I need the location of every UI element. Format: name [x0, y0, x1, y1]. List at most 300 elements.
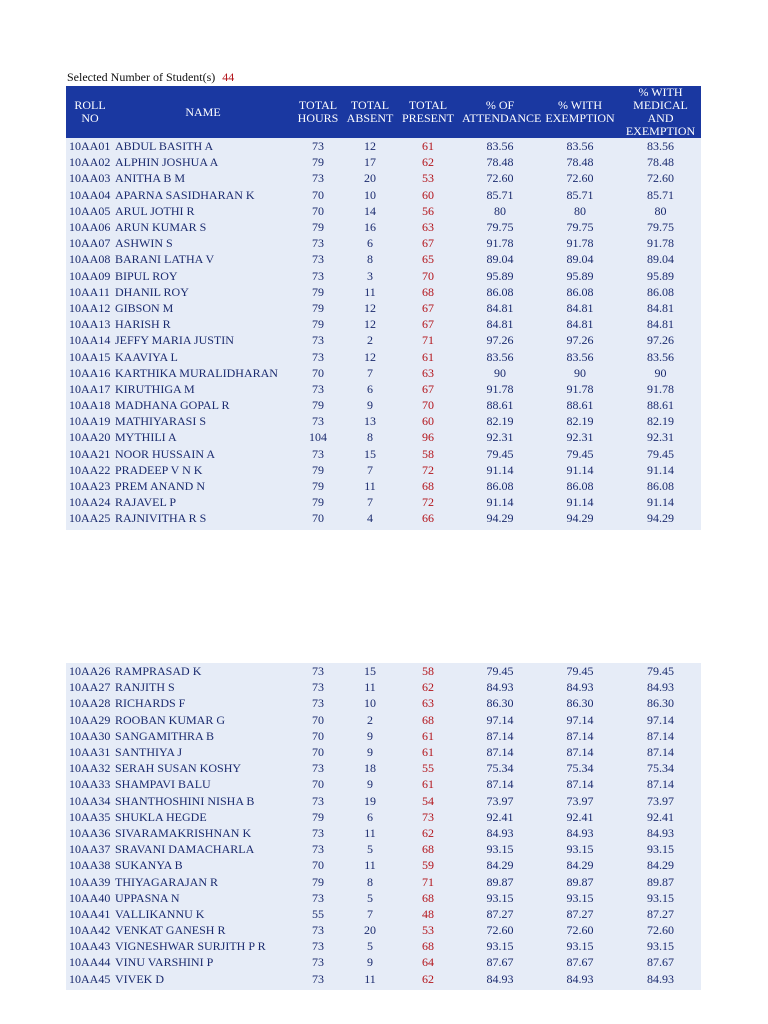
- roll-no-cell: 10AA29: [66, 712, 114, 728]
- roll-no-cell: 10AA03: [66, 170, 114, 186]
- roll-no-cell: 10AA27: [66, 679, 114, 695]
- name-cell: RAJNIVITHA R S: [114, 510, 292, 529]
- total-present-cell: 62: [396, 825, 460, 841]
- header-percent-attendance: % OF ATTENDANCE: [460, 86, 540, 138]
- name-cell: UPPASNA N: [114, 890, 292, 906]
- table-row: [66, 429, 701, 445]
- medical-exemption-percent-cell: 78.48: [620, 154, 701, 170]
- exemption-percent-cell: 79.45: [540, 446, 620, 462]
- total-absent-cell: 8: [344, 251, 396, 267]
- name-cell: SHANTHOSHINI NISHA B: [114, 793, 292, 809]
- total-hours-cell: 79: [292, 316, 344, 332]
- attendance-percent-cell: 87.14: [460, 776, 540, 792]
- selected-label: Selected Number of Student(s): [67, 70, 216, 84]
- roll-no-cell: 10AA16: [66, 365, 114, 381]
- total-absent-cell: 7: [344, 462, 396, 478]
- table-row: [66, 462, 701, 478]
- exemption-percent-cell: 86.08: [540, 478, 620, 494]
- name-cell: JEFFY MARIA JUSTIN: [114, 332, 292, 348]
- medical-exemption-percent-cell: 84.93: [620, 679, 701, 695]
- total-hours-cell: 79: [292, 219, 344, 235]
- attendance-percent-cell: 84.93: [460, 825, 540, 841]
- medical-exemption-percent-cell: 79.45: [620, 663, 701, 679]
- roll-no-cell: 10AA13: [66, 316, 114, 332]
- exemption-percent-cell: 93.15: [540, 938, 620, 954]
- total-hours-cell: 73: [292, 268, 344, 284]
- attendance-percent-cell: 97.14: [460, 712, 540, 728]
- table-row: [66, 841, 701, 857]
- total-absent-cell: 6: [344, 235, 396, 251]
- exemption-percent-cell: 78.48: [540, 154, 620, 170]
- medical-exemption-percent-cell: 97.14: [620, 712, 701, 728]
- attendance-percent-cell: 87.14: [460, 744, 540, 760]
- total-present-cell: 53: [396, 922, 460, 938]
- exemption-percent-cell: 84.81: [540, 300, 620, 316]
- attendance-percent-cell: 84.93: [460, 971, 540, 990]
- table-row: [66, 954, 701, 970]
- total-present-cell: 63: [396, 365, 460, 381]
- roll-no-cell: 10AA34: [66, 793, 114, 809]
- total-hours-cell: 73: [292, 332, 344, 348]
- exemption-percent-cell: 87.14: [540, 744, 620, 760]
- total-hours-cell: 73: [292, 825, 344, 841]
- total-absent-cell: 9: [344, 744, 396, 760]
- roll-no-cell: 10AA11: [66, 284, 114, 300]
- medical-exemption-percent-cell: 91.78: [620, 381, 701, 397]
- roll-no-cell: 10AA41: [66, 906, 114, 922]
- exemption-percent-cell: 84.29: [540, 857, 620, 873]
- total-absent-cell: 2: [344, 332, 396, 348]
- roll-no-cell: 10AA06: [66, 219, 114, 235]
- total-hours-cell: 79: [292, 809, 344, 825]
- medical-exemption-percent-cell: 92.41: [620, 809, 701, 825]
- total-absent-cell: 8: [344, 873, 396, 889]
- medical-exemption-percent-cell: 88.61: [620, 397, 701, 413]
- medical-exemption-percent-cell: 94.29: [620, 510, 701, 529]
- name-cell: KAAVIYA L: [114, 348, 292, 364]
- total-absent-cell: 16: [344, 219, 396, 235]
- total-absent-cell: 12: [344, 348, 396, 364]
- total-absent-cell: 11: [344, 857, 396, 873]
- total-hours-cell: 70: [292, 510, 344, 529]
- table-row: [66, 316, 701, 332]
- table-row: [66, 154, 701, 170]
- table-row: [66, 809, 701, 825]
- table-row: [66, 284, 701, 300]
- total-hours-cell: 70: [292, 728, 344, 744]
- name-cell: GIBSON M: [114, 300, 292, 316]
- total-absent-cell: 9: [344, 728, 396, 744]
- total-absent-cell: 9: [344, 776, 396, 792]
- total-present-cell: 96: [396, 429, 460, 445]
- total-hours-cell: 73: [292, 841, 344, 857]
- table-row: [66, 251, 701, 267]
- selected-count: 44: [222, 70, 235, 84]
- exemption-percent-cell: 91.14: [540, 462, 620, 478]
- exemption-percent-cell: 84.81: [540, 316, 620, 332]
- total-present-cell: 72: [396, 462, 460, 478]
- name-cell: SRAVANI DAMACHARLA: [114, 841, 292, 857]
- name-cell: ASHWIN S: [114, 235, 292, 251]
- total-absent-cell: 10: [344, 187, 396, 203]
- medical-exemption-percent-cell: 75.34: [620, 760, 701, 776]
- total-present-cell: 68: [396, 938, 460, 954]
- medical-exemption-percent-cell: 93.15: [620, 890, 701, 906]
- table-row: [66, 348, 701, 364]
- name-cell: ARUL JOTHI R: [114, 203, 292, 219]
- total-hours-cell: 55: [292, 906, 344, 922]
- attendance-percent-cell: 83.56: [460, 138, 540, 154]
- table-row: [66, 679, 701, 695]
- table-row: [66, 825, 701, 841]
- medical-exemption-percent-cell: 91.78: [620, 235, 701, 251]
- attendance-percent-cell: 90: [460, 365, 540, 381]
- total-absent-cell: 3: [344, 268, 396, 284]
- header-name: NAME: [114, 86, 292, 138]
- attendance-percent-cell: 86.08: [460, 478, 540, 494]
- exemption-percent-cell: 83.56: [540, 138, 620, 154]
- roll-no-cell: 10AA15: [66, 348, 114, 364]
- attendance-percent-cell: 73.97: [460, 793, 540, 809]
- total-present-cell: 70: [396, 268, 460, 284]
- total-absent-cell: 6: [344, 381, 396, 397]
- table-row: [66, 187, 701, 203]
- attendance-percent-cell: 79.45: [460, 663, 540, 679]
- exemption-percent-cell: 83.56: [540, 348, 620, 364]
- total-absent-cell: 9: [344, 397, 396, 413]
- medical-exemption-percent-cell: 72.60: [620, 170, 701, 186]
- roll-no-cell: 10AA04: [66, 187, 114, 203]
- attendance-percent-cell: 84.29: [460, 857, 540, 873]
- exemption-percent-cell: 87.67: [540, 954, 620, 970]
- table-row: [66, 397, 701, 413]
- total-present-cell: 71: [396, 332, 460, 348]
- exemption-percent-cell: 85.71: [540, 187, 620, 203]
- total-hours-cell: 73: [292, 971, 344, 990]
- roll-no-cell: 10AA26: [66, 663, 114, 679]
- exemption-percent-cell: 97.26: [540, 332, 620, 348]
- total-hours-cell: 73: [292, 760, 344, 776]
- table-row: [66, 760, 701, 776]
- header-percent-with-exemption: % WITH EXEMPTION: [540, 86, 620, 138]
- total-present-cell: 68: [396, 284, 460, 300]
- total-hours-cell: 70: [292, 776, 344, 792]
- total-absent-cell: 20: [344, 922, 396, 938]
- table-body-page-2: [66, 663, 701, 990]
- name-cell: SHUKLA HEGDE: [114, 809, 292, 825]
- total-absent-cell: 5: [344, 841, 396, 857]
- total-present-cell: 67: [396, 381, 460, 397]
- total-present-cell: 60: [396, 413, 460, 429]
- total-hours-cell: 73: [292, 138, 344, 154]
- total-absent-cell: 18: [344, 760, 396, 776]
- attendance-percent-cell: 87.14: [460, 728, 540, 744]
- roll-no-cell: 10AA33: [66, 776, 114, 792]
- total-hours-cell: 79: [292, 462, 344, 478]
- total-present-cell: 70: [396, 397, 460, 413]
- total-absent-cell: 11: [344, 284, 396, 300]
- total-hours-cell: 73: [292, 663, 344, 679]
- name-cell: SANTHIYA J: [114, 744, 292, 760]
- exemption-percent-cell: 90: [540, 365, 620, 381]
- roll-no-cell: 10AA44: [66, 954, 114, 970]
- table-row: [66, 890, 701, 906]
- name-cell: RAMPRASAD K: [114, 663, 292, 679]
- table-row: [66, 235, 701, 251]
- total-present-cell: 55: [396, 760, 460, 776]
- table-row: [66, 857, 701, 873]
- roll-no-cell: 10AA42: [66, 922, 114, 938]
- total-absent-cell: 11: [344, 478, 396, 494]
- name-cell: ARUN KUMAR S: [114, 219, 292, 235]
- medical-exemption-percent-cell: 84.93: [620, 825, 701, 841]
- roll-no-cell: 10AA17: [66, 381, 114, 397]
- medical-exemption-percent-cell: 92.31: [620, 429, 701, 445]
- total-absent-cell: 2: [344, 712, 396, 728]
- roll-no-cell: 10AA25: [66, 510, 114, 529]
- attendance-table: [66, 86, 701, 530]
- total-hours-cell: 73: [292, 446, 344, 462]
- total-hours-cell: 73: [292, 695, 344, 711]
- name-cell: BIPUL ROY: [114, 268, 292, 284]
- roll-no-cell: 10AA24: [66, 494, 114, 510]
- table-row: [66, 728, 701, 744]
- total-hours-cell: 73: [292, 381, 344, 397]
- name-cell: PREM ANAND N: [114, 478, 292, 494]
- exemption-percent-cell: 92.31: [540, 429, 620, 445]
- header-total-absent: TOTAL ABSENT: [344, 86, 396, 138]
- table-row: [66, 494, 701, 510]
- total-absent-cell: 13: [344, 413, 396, 429]
- total-absent-cell: 7: [344, 494, 396, 510]
- attendance-percent-cell: 83.56: [460, 348, 540, 364]
- medical-exemption-percent-cell: 86.30: [620, 695, 701, 711]
- roll-no-cell: 10AA01: [66, 138, 114, 154]
- table-row: [66, 938, 701, 954]
- exemption-percent-cell: 93.15: [540, 890, 620, 906]
- medical-exemption-percent-cell: 79.75: [620, 219, 701, 235]
- total-hours-cell: 70: [292, 203, 344, 219]
- attendance-percent-cell: 91.78: [460, 381, 540, 397]
- exemption-percent-cell: 97.14: [540, 712, 620, 728]
- roll-no-cell: 10AA43: [66, 938, 114, 954]
- table-row: [66, 365, 701, 381]
- table-row: [66, 744, 701, 760]
- attendance-percent-cell: 72.60: [460, 170, 540, 186]
- total-present-cell: 58: [396, 663, 460, 679]
- exemption-percent-cell: 86.30: [540, 695, 620, 711]
- name-cell: VIVEK D: [114, 971, 292, 990]
- table-row: [66, 381, 701, 397]
- medical-exemption-percent-cell: 87.27: [620, 906, 701, 922]
- roll-no-cell: 10AA05: [66, 203, 114, 219]
- total-hours-cell: 73: [292, 170, 344, 186]
- exemption-percent-cell: 72.60: [540, 922, 620, 938]
- total-hours-cell: 104: [292, 429, 344, 445]
- total-absent-cell: 9: [344, 954, 396, 970]
- medical-exemption-percent-cell: 79.45: [620, 446, 701, 462]
- name-cell: PRADEEP V N K: [114, 462, 292, 478]
- total-absent-cell: 20: [344, 170, 396, 186]
- total-hours-cell: 73: [292, 348, 344, 364]
- total-absent-cell: 10: [344, 695, 396, 711]
- attendance-percent-cell: 93.15: [460, 938, 540, 954]
- header-total-present: TOTAL PRESENT: [396, 86, 460, 138]
- attendance-percent-cell: 92.31: [460, 429, 540, 445]
- medical-exemption-percent-cell: 91.14: [620, 462, 701, 478]
- total-hours-cell: 70: [292, 744, 344, 760]
- total-absent-cell: 5: [344, 890, 396, 906]
- exemption-percent-cell: 92.41: [540, 809, 620, 825]
- table-row: [66, 203, 701, 219]
- total-present-cell: 63: [396, 695, 460, 711]
- roll-no-cell: 10AA30: [66, 728, 114, 744]
- medical-exemption-percent-cell: 82.19: [620, 413, 701, 429]
- total-absent-cell: 8: [344, 429, 396, 445]
- total-hours-cell: 73: [292, 938, 344, 954]
- attendance-percent-cell: 97.26: [460, 332, 540, 348]
- roll-no-cell: 10AA36: [66, 825, 114, 841]
- attendance-percent-cell: 72.60: [460, 922, 540, 938]
- table-row: [66, 712, 701, 728]
- total-present-cell: 73: [396, 809, 460, 825]
- header-roll-no: ROLL NO: [66, 86, 114, 138]
- total-hours-cell: 73: [292, 679, 344, 695]
- table-row: [66, 873, 701, 889]
- name-cell: VIGNESHWAR SURJITH P R: [114, 938, 292, 954]
- medical-exemption-percent-cell: 72.60: [620, 922, 701, 938]
- total-absent-cell: 6: [344, 809, 396, 825]
- total-present-cell: 62: [396, 971, 460, 990]
- medical-exemption-percent-cell: 84.93: [620, 971, 701, 990]
- total-present-cell: 68: [396, 712, 460, 728]
- table-row: [66, 971, 701, 990]
- exemption-percent-cell: 91.78: [540, 235, 620, 251]
- attendance-percent-cell: 92.41: [460, 809, 540, 825]
- name-cell: ROOBAN KUMAR G: [114, 712, 292, 728]
- name-cell: KARTHIKA MURALIDHARAN: [114, 365, 292, 381]
- name-cell: ABDUL BASITH A: [114, 138, 292, 154]
- total-present-cell: 64: [396, 954, 460, 970]
- roll-no-cell: 10AA28: [66, 695, 114, 711]
- medical-exemption-percent-cell: 84.81: [620, 300, 701, 316]
- attendance-percent-cell: 87.27: [460, 906, 540, 922]
- exemption-percent-cell: 88.61: [540, 397, 620, 413]
- exemption-percent-cell: 79.75: [540, 219, 620, 235]
- attendance-percent-cell: 88.61: [460, 397, 540, 413]
- name-cell: THIYAGARAJAN R: [114, 873, 292, 889]
- exemption-percent-cell: 87.14: [540, 776, 620, 792]
- total-present-cell: 65: [396, 251, 460, 267]
- attendance-percent-cell: 80: [460, 203, 540, 219]
- total-hours-cell: 79: [292, 154, 344, 170]
- header-total-hours: TOTAL HOURS: [292, 86, 344, 138]
- exemption-percent-cell: 91.14: [540, 494, 620, 510]
- total-present-cell: 62: [396, 679, 460, 695]
- attendance-percent-cell: 91.14: [460, 462, 540, 478]
- attendance-percent-cell: 79.45: [460, 446, 540, 462]
- total-present-cell: 66: [396, 510, 460, 529]
- roll-no-cell: 10AA21: [66, 446, 114, 462]
- total-absent-cell: 11: [344, 825, 396, 841]
- table-row: [66, 793, 701, 809]
- total-present-cell: 68: [396, 890, 460, 906]
- attendance-percent-cell: 75.34: [460, 760, 540, 776]
- name-cell: KIRUTHIGA M: [114, 381, 292, 397]
- roll-no-cell: 10AA38: [66, 857, 114, 873]
- total-present-cell: 67: [396, 235, 460, 251]
- attendance-percent-cell: 84.81: [460, 300, 540, 316]
- total-present-cell: 62: [396, 154, 460, 170]
- table-row: [66, 413, 701, 429]
- total-hours-cell: 79: [292, 478, 344, 494]
- table-row: [66, 268, 701, 284]
- attendance-percent-cell: 85.71: [460, 187, 540, 203]
- total-absent-cell: 19: [344, 793, 396, 809]
- exemption-percent-cell: 75.34: [540, 760, 620, 776]
- total-present-cell: 61: [396, 138, 460, 154]
- name-cell: SUKANYA B: [114, 857, 292, 873]
- total-present-cell: 48: [396, 906, 460, 922]
- total-present-cell: 59: [396, 857, 460, 873]
- total-hours-cell: 79: [292, 494, 344, 510]
- medical-exemption-percent-cell: 97.26: [620, 332, 701, 348]
- exemption-percent-cell: 87.27: [540, 906, 620, 922]
- roll-no-cell: 10AA02: [66, 154, 114, 170]
- table-row: [66, 776, 701, 792]
- table-row: [66, 510, 701, 529]
- medical-exemption-percent-cell: 85.71: [620, 187, 701, 203]
- name-cell: RANJITH S: [114, 679, 292, 695]
- roll-no-cell: 10AA20: [66, 429, 114, 445]
- total-absent-cell: 4: [344, 510, 396, 529]
- roll-no-cell: 10AA14: [66, 332, 114, 348]
- name-cell: VALLIKANNU K: [114, 906, 292, 922]
- total-absent-cell: 17: [344, 154, 396, 170]
- table-row: [66, 219, 701, 235]
- name-cell: SHAMPAVI BALU: [114, 776, 292, 792]
- total-present-cell: 61: [396, 348, 460, 364]
- total-hours-cell: 73: [292, 793, 344, 809]
- total-present-cell: 61: [396, 744, 460, 760]
- roll-no-cell: 10AA18: [66, 397, 114, 413]
- total-hours-cell: 79: [292, 284, 344, 300]
- total-hours-cell: 73: [292, 413, 344, 429]
- table-row: [66, 906, 701, 922]
- total-absent-cell: 12: [344, 138, 396, 154]
- name-cell: MYTHILI A: [114, 429, 292, 445]
- total-absent-cell: 15: [344, 446, 396, 462]
- total-present-cell: 67: [396, 316, 460, 332]
- attendance-table-continued: [66, 663, 701, 990]
- total-absent-cell: 11: [344, 679, 396, 695]
- medical-exemption-percent-cell: 86.08: [620, 284, 701, 300]
- name-cell: VENKAT GANESH R: [114, 922, 292, 938]
- table-row: [66, 663, 701, 679]
- medical-exemption-percent-cell: 93.15: [620, 841, 701, 857]
- medical-exemption-percent-cell: 80: [620, 203, 701, 219]
- attendance-percent-cell: 91.14: [460, 494, 540, 510]
- attendance-percent-cell: 93.15: [460, 841, 540, 857]
- name-cell: VINU VARSHINI P: [114, 954, 292, 970]
- total-hours-cell: 73: [292, 235, 344, 251]
- medical-exemption-percent-cell: 87.14: [620, 728, 701, 744]
- total-present-cell: 58: [396, 446, 460, 462]
- attendance-percent-cell: 79.75: [460, 219, 540, 235]
- table-row: [66, 446, 701, 462]
- exemption-percent-cell: 82.19: [540, 413, 620, 429]
- total-hours-cell: 73: [292, 251, 344, 267]
